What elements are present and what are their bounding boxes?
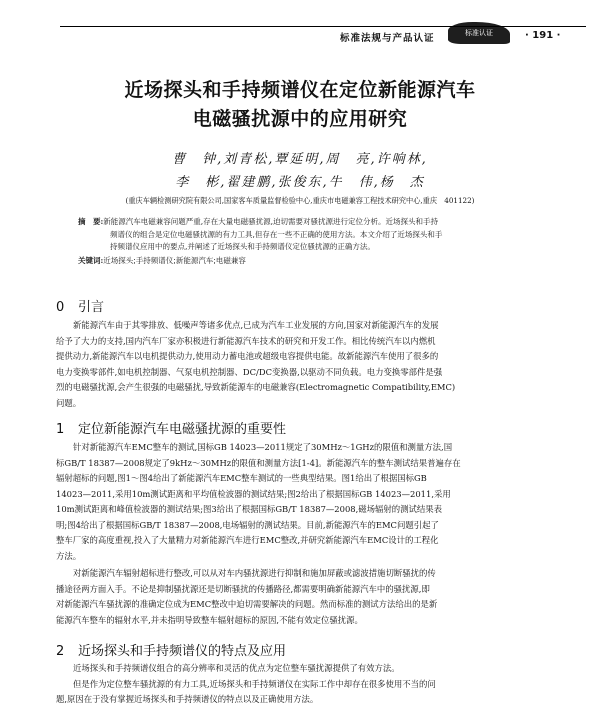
abstract-line: [78, 216, 548, 229]
journal-name: 标准法规与产品认证: [340, 33, 435, 44]
text-line: 明;图4给出了根据国标GB/T 18387—2008,电场辐射的测试结果。目前,新能源汽车的EMC问题引起了: [56, 519, 439, 530]
text-line: 新能源汽车由于其零排放、低噪声等诸多优点,已成为汽车工业发展的方向,国家对新能源汽车的发展: [73, 320, 439, 330]
paragraph-probe: [56, 661, 546, 708]
paragraph-importance-2: [56, 566, 546, 628]
paragraph-importance-1: [56, 440, 546, 564]
text-line: 针对新能源汽车EMC整车的测试,国标GB 14023—2011规定了30MHz～1GHz的限值和测量方法,国: [73, 442, 453, 452]
author-list: [0, 148, 600, 194]
section-heading-importance: [56, 418, 286, 437]
text-line: 标GB/T 18387—2008规定了9kHz～30MHz的限值和测量方法[1-4]。新能源汽车的整车测试结果普遍存在: [56, 457, 461, 468]
text-line: 14023—2011,采用10m测试距离和平均值检波器的测试结果;图2给出了根据国标GB 14023—2011,采用: [56, 488, 451, 499]
abstract-text: 新能源汽车电磁兼容问题严重,存在大量电磁骚扰源,迫切需要对骚扰源进行定位分析。近场探头和手持: [103, 217, 439, 226]
abstract-label: 摘 要:: [78, 217, 104, 226]
text-line: 给予了大力的支持,国内汽车厂家亦积极进行新能源汽车技术的研究和开发工作。相比传统汽车以内燃机: [56, 335, 436, 346]
keywords-text: 近场探头;手持频谱仪;新能源汽车;电磁兼容: [103, 255, 246, 265]
abstract-block: [78, 216, 548, 267]
text-line: 题,原因在于没有掌握近场探头和手持频谱仪的特点以及正确使用方法。: [56, 694, 319, 704]
keywords: [78, 255, 548, 268]
text-line: 10m测试距离和峰值检波器的测试结果;图3给出了根据国标GB/T 18387—2008,磁场辐射的测试结果表: [56, 504, 443, 514]
section-title: 定位新能源汽车电磁骚扰源的重要性: [78, 422, 287, 437]
page-number: · 191 ·: [525, 30, 561, 41]
section-title: 近场探头和手持频谱仪的特点及应用: [78, 644, 287, 659]
section-number: 1: [56, 422, 65, 437]
text-line: 辐射超标的问题,图1～图4给出了新能源汽车EMC整车测试的一些典型结果。图1给出了根据国标GB: [56, 473, 427, 483]
section-heading-probe: [56, 640, 286, 659]
title-line-1: 近场探头和手持频谱仪在定位新能源汽车: [124, 79, 476, 101]
authors-line-2: 李 彬,翟建鹏,张俊东,牛 伟,杨 杰: [175, 175, 425, 190]
text-line: 近场探头和手持频谱仪组合的高分辨率和灵活的优点为定位整车骚扰源提供了有效方法。: [73, 663, 400, 673]
section-heading-intro: [56, 296, 104, 315]
text-line: 电力变换零部件,如电机控制器、气泵电机控制器、DC/DC变换器,以驱动不同负载。电力变换零部件是强: [56, 366, 443, 377]
text-line: 能源汽车整车的辐射水平,并未指明导致整车辐射超标的原因,不能有效定位骚扰源。: [56, 614, 363, 625]
abstract-line: 持频谱仪应用中的要点,并阐述了近场探头和手持频谱仪定位骚扰源的正确方法。: [110, 242, 375, 251]
text-line: 整车厂家的高度重视,投入了大量精力对新能源汽车进行EMC整改,并研究新能源汽车EMC设计的工程化: [56, 535, 439, 545]
keywords-label: 关键词:: [78, 255, 104, 265]
text-line: 但是作为定位整车骚扰源的有力工具,近场探头和手持频谱仪在实际工作中却存在很多使用不当的问: [73, 678, 436, 689]
text-line: 播途径两方面入手。不论是抑制骚扰源还是切断骚扰的传播路径,都需要明确新能源汽车中的骚扰源,即: [56, 583, 430, 594]
text-line: 提供动力,新能源汽车以电机提供动力,使用动力蓄电池或超级电容提供电能。故新能源汽车使用了很多的: [56, 351, 439, 361]
text-line: 对新能源汽车骚扰源的准确定位成为EMC整改中迫切需要解决的问题。然而标准的测试方法给出的是新: [56, 599, 438, 609]
header-rule: [60, 26, 586, 27]
title-line-2: 电磁骚扰源中的应用研究: [192, 108, 408, 130]
paragraph-intro: [56, 318, 546, 411]
paper-title: [0, 76, 600, 134]
journal-logo-text: 标准认证: [465, 29, 493, 37]
authors-line-1: 曹 钟,刘青松,覃延明,周 亮,许响林,: [172, 152, 428, 167]
text-line: 方法。: [56, 550, 82, 561]
text-line: 问题。: [56, 397, 82, 408]
section-title: 引言: [78, 300, 105, 315]
affiliation: (重庆车辆检测研究院有限公司,国家客车质量监督检验中心,重庆市电磁兼容工程技术研究中心,重庆 401122): [125, 196, 475, 205]
abstract-line: 频谱仪的组合是定位电磁骚扰源的有力工具,但存在一些不正确的使用方法。本文介绍了近场探头和手: [110, 229, 443, 239]
section-number: 0: [56, 300, 65, 315]
text-line: 对新能源汽车辐射超标进行整改,可以从对车内骚扰源进行抑制和施加屏蔽或滤波措施切断骚扰的传: [73, 568, 436, 578]
running-header: [0, 18, 600, 42]
section-number: 2: [56, 644, 65, 659]
text-line: 烈的电磁骚扰源,会产生很强的电磁骚扰,导致新能源车的电磁兼容(Electromagnetic Compatibility,EMC): [56, 382, 456, 392]
